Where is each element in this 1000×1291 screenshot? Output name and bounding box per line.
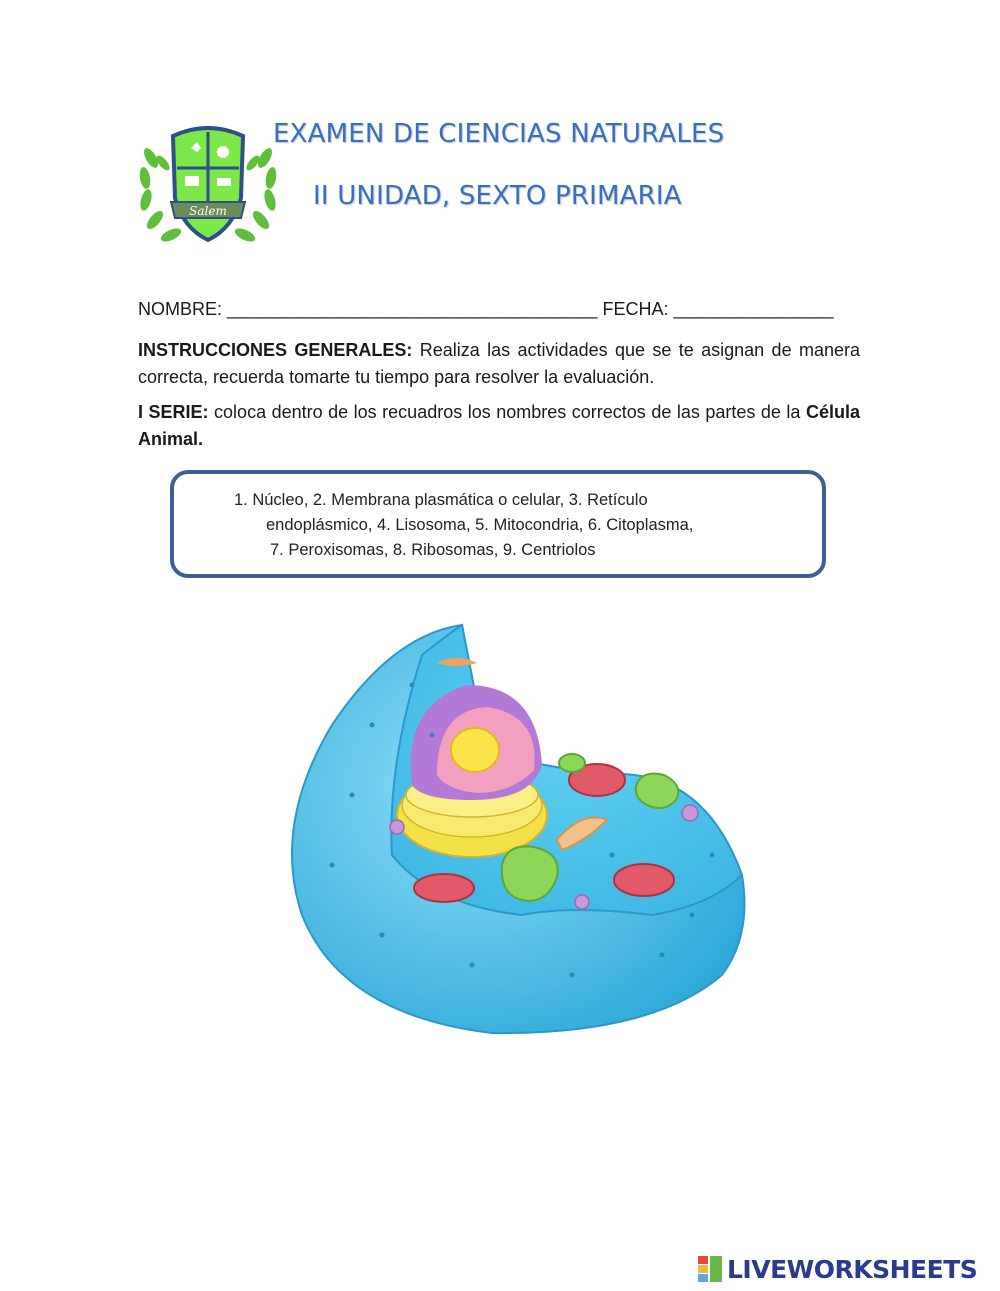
serie-emphasis: Célula Animal. [138,402,860,449]
liveworksheets-logo-icon [697,1255,723,1283]
serie-instructions [138,399,860,453]
exam-subtitle: II UNIDAD, SEXTO PRIMARIA [313,181,682,211]
instructions-label: INSTRUCCIONES GENERALES: [138,340,413,360]
word-bank-line: 7. Peroxisomas, 8. Ribosomas, 9. Centriolos [270,541,596,559]
name-date-line [138,296,860,323]
footer-brand [697,1254,977,1284]
logo-school-name: Salem [189,204,227,218]
nucleolus [451,728,499,772]
serie-text: coloca dentro de los recuadros los nombres correctos de las partes de la [214,402,801,422]
serie-label: I SERIE: [138,402,209,422]
fecha-blank[interactable]: ________________ [673,299,834,319]
footer-brand-text: LIVEWORKSHEETS [727,1254,978,1284]
word-bank-list [234,488,804,563]
fecha-label: FECHA: [602,299,669,319]
nombre-blank[interactable]: _____________________________________ [227,299,598,319]
nombre-label: NOMBRE: [138,299,223,319]
school-crest-logo [133,118,283,253]
exam-title: EXAMEN DE CIENCIAS NATURALES [273,119,725,149]
word-bank-line: endoplásmico, 4. Lisosoma, 5. Mitocondria, 6. Citoplasma, [266,516,694,534]
general-instructions [138,337,860,391]
animal-cell-illustration [272,615,762,1040]
word-bank-box [170,470,826,578]
instructions-text: Realiza las actividades que se te asignan de manera correcta, recuerda tomarte tu tiempo para resolver la evaluación. [138,340,860,387]
word-bank-line: 1. Núcleo, 2. Membrana plasmática o celular, 3. Retículo [234,491,648,509]
